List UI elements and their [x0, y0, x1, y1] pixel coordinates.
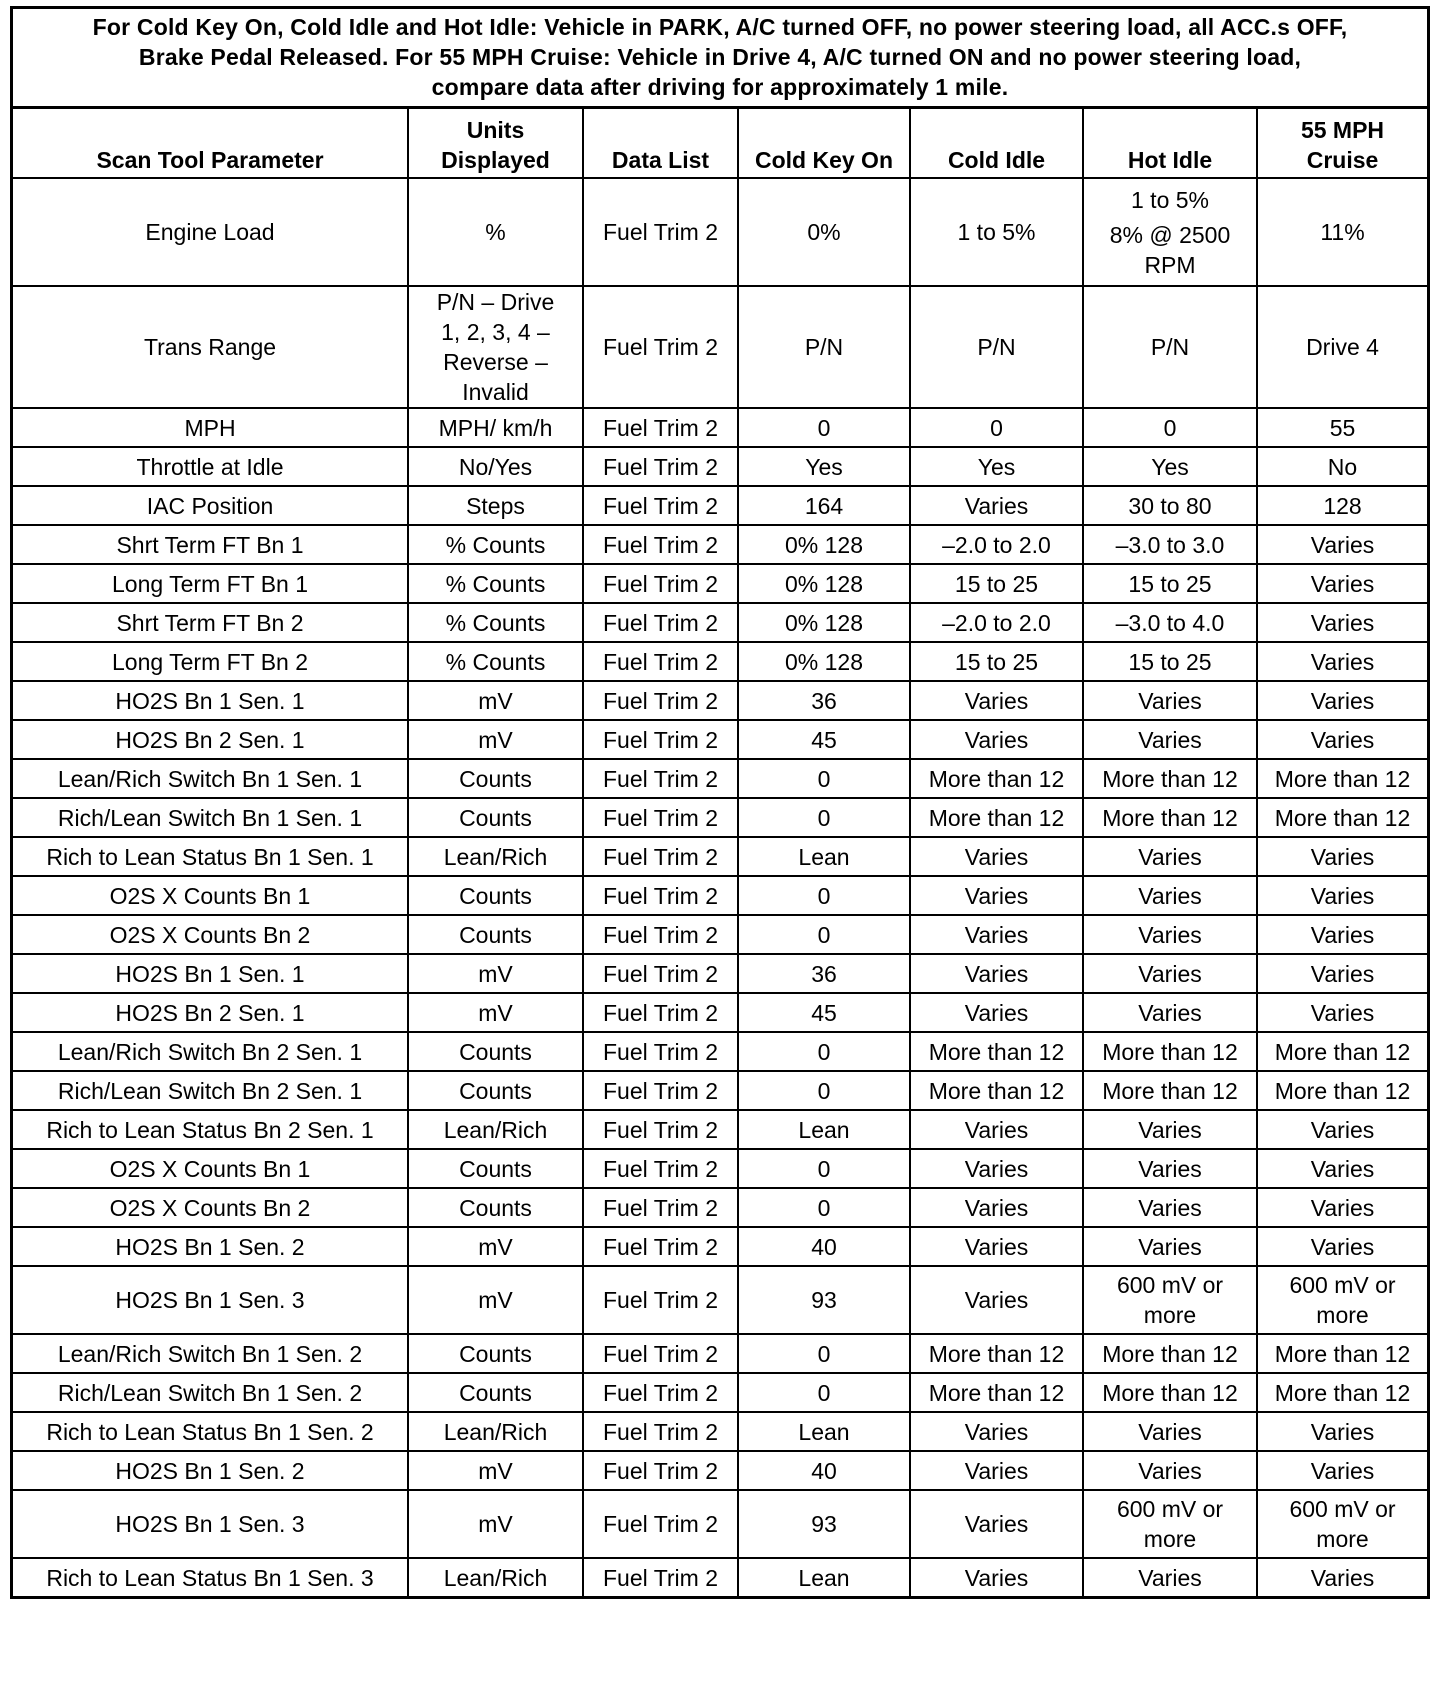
table-row: [13, 876, 1427, 915]
table-row: [13, 603, 1427, 642]
cell-data-list: Fuel Trim 2: [583, 408, 738, 447]
cell-cold-idle: More than 12: [910, 759, 1083, 798]
units-line4: Invalid: [462, 379, 529, 405]
cell-parameter: HO2S Bn 1 Sen. 1: [13, 954, 408, 993]
cell-data-list: Fuel Trim 2: [583, 1188, 738, 1227]
table-row: [13, 525, 1427, 564]
cell-cold-key-on: 93: [738, 1266, 910, 1334]
cell-parameter: Rich to Lean Status Bn 2 Sen. 1: [13, 1110, 408, 1149]
header-55-mph-cruise: [1257, 109, 1427, 178]
cell-cold-idle: Varies: [910, 1490, 1083, 1558]
cell-parameter: Throttle at Idle: [13, 447, 408, 486]
cell-cold-key-on: 0% 128: [738, 642, 910, 681]
cell-cold-key-on: 40: [738, 1451, 910, 1490]
cell-data-list: Fuel Trim 2: [583, 1451, 738, 1490]
cell-cold-idle: 15 to 25: [910, 564, 1083, 603]
cell-units: Lean/Rich: [408, 1412, 583, 1451]
cell-cruise: Varies: [1257, 603, 1427, 642]
header-scan-tool-parameter: Scan Tool Parameter: [13, 109, 408, 178]
header-cruise-line1: 55 MPH: [1300, 117, 1385, 143]
cell-cold-idle: More than 12: [910, 1032, 1083, 1071]
cell-parameter: HO2S Bn 1 Sen. 3: [13, 1490, 408, 1558]
cell-cold-idle: More than 12: [910, 1071, 1083, 1110]
cell-cold-key-on: 0: [738, 1032, 910, 1071]
cruise-line1: 600 mV or: [1289, 1272, 1396, 1298]
cell-parameter: HO2S Bn 1 Sen. 3: [13, 1266, 408, 1334]
hot-idle-line1: 600 mV or: [1116, 1496, 1224, 1522]
cell-cold-idle: Varies: [910, 1227, 1083, 1266]
cell-data-list: Fuel Trim 2: [583, 720, 738, 759]
table-row: [13, 1188, 1427, 1227]
cell-parameter: O2S X Counts Bn 2: [13, 915, 408, 954]
cell-units: Lean/Rich: [408, 1110, 583, 1149]
table-row: [13, 1451, 1427, 1490]
cell-data-list: Fuel Trim 2: [583, 1412, 738, 1451]
header-data-list: Data List: [583, 109, 738, 178]
cell-cold-key-on: Lean: [738, 1110, 910, 1149]
cell-cruise: More than 12: [1257, 1071, 1427, 1110]
cell-cold-idle: 15 to 25: [910, 642, 1083, 681]
cell-data-list: Fuel Trim 2: [583, 486, 738, 525]
cell-parameter: HO2S Bn 2 Sen. 1: [13, 720, 408, 759]
table-row: [13, 447, 1427, 486]
cell-cold-idle: Varies: [910, 837, 1083, 876]
cell-parameter: Rich/Lean Switch Bn 1 Sen. 1: [13, 798, 408, 837]
cell-cold-key-on: 93: [738, 1490, 910, 1558]
cell-parameter: Long Term FT Bn 2: [13, 642, 408, 681]
cell-hot-idle: Varies: [1083, 954, 1257, 993]
cell-parameter: Lean/Rich Switch Bn 1 Sen. 2: [13, 1334, 408, 1373]
cell-cold-key-on: P/N: [738, 286, 910, 408]
cell-units: mV: [408, 954, 583, 993]
cell-cold-idle: Varies: [910, 486, 1083, 525]
cell-cold-idle: Varies: [910, 1149, 1083, 1188]
cell-hot-idle: Varies: [1083, 1149, 1257, 1188]
cell-cruise: Varies: [1257, 837, 1427, 876]
cell-hot-idle: Varies: [1083, 681, 1257, 720]
cell-cold-idle: Varies: [910, 876, 1083, 915]
cell-units: % Counts: [408, 564, 583, 603]
table-row: [13, 1110, 1427, 1149]
cell-cruise: 128: [1257, 486, 1427, 525]
table-row: [13, 1558, 1427, 1596]
cell-cold-key-on: 164: [738, 486, 910, 525]
cell-units: mV: [408, 1490, 583, 1558]
cell-parameter: HO2S Bn 1 Sen. 2: [13, 1227, 408, 1266]
header-cruise-line2: Cruise: [1306, 147, 1379, 173]
cell-hot-idle: More than 12: [1083, 1071, 1257, 1110]
cell-data-list: Fuel Trim 2: [583, 837, 738, 876]
table-row: [13, 1227, 1427, 1266]
table-row: [13, 1149, 1427, 1188]
cell-hot-idle: [1083, 178, 1257, 286]
cell-data-list: Fuel Trim 2: [583, 525, 738, 564]
cell-cruise: Varies: [1257, 1149, 1427, 1188]
cell-parameter: O2S X Counts Bn 1: [13, 1149, 408, 1188]
header-cold-idle: Cold Idle: [910, 109, 1083, 178]
cell-hot-idle: [1083, 1266, 1257, 1334]
cell-cruise: Varies: [1257, 1451, 1427, 1490]
cell-parameter: MPH: [13, 408, 408, 447]
conditions-banner: [13, 9, 1427, 109]
cell-hot-idle: Varies: [1083, 720, 1257, 759]
cell-data-list: Fuel Trim 2: [583, 954, 738, 993]
cell-cold-key-on: 0% 128: [738, 564, 910, 603]
cell-units: Counts: [408, 798, 583, 837]
cell-cruise: Varies: [1257, 876, 1427, 915]
cell-cruise: Varies: [1257, 525, 1427, 564]
table-row: [13, 681, 1427, 720]
table-row: [13, 1490, 1427, 1558]
table-row: [13, 759, 1427, 798]
cell-data-list: Fuel Trim 2: [583, 915, 738, 954]
cell-cold-key-on: 0: [738, 408, 910, 447]
cell-cold-key-on: 0: [738, 1071, 910, 1110]
cell-cold-idle: –2.0 to 2.0: [910, 603, 1083, 642]
banner-line-3: compare data after driving for approximately 1 mile.: [431, 74, 1009, 100]
cell-cold-key-on: 36: [738, 681, 910, 720]
cell-cruise: More than 12: [1257, 1032, 1427, 1071]
cell-cold-idle: Varies: [910, 1188, 1083, 1227]
cell-hot-idle: [1083, 1490, 1257, 1558]
hot-idle-line1: 600 mV or: [1116, 1272, 1224, 1298]
cell-cold-key-on: 45: [738, 993, 910, 1032]
cell-parameter: O2S X Counts Bn 1: [13, 876, 408, 915]
cell-cold-idle: Varies: [910, 915, 1083, 954]
cell-parameter: HO2S Bn 1 Sen. 2: [13, 1451, 408, 1490]
cell-units: Counts: [408, 1032, 583, 1071]
cell-hot-idle: –3.0 to 4.0: [1083, 603, 1257, 642]
table-row: [13, 1334, 1427, 1373]
cell-hot-idle: More than 12: [1083, 759, 1257, 798]
table-row: [13, 1266, 1427, 1334]
units-line3: Reverse –: [443, 349, 548, 375]
table-row: [13, 1373, 1427, 1412]
hot-idle-line2: more: [1143, 1302, 1197, 1328]
cell-cold-key-on: Lean: [738, 837, 910, 876]
cell-parameter: HO2S Bn 1 Sen. 1: [13, 681, 408, 720]
cell-cruise: Varies: [1257, 720, 1427, 759]
cell-cold-idle: Varies: [910, 720, 1083, 759]
cell-data-list: Fuel Trim 2: [583, 993, 738, 1032]
cell-hot-idle: More than 12: [1083, 798, 1257, 837]
cell-cruise: More than 12: [1257, 1334, 1427, 1373]
cell-cold-idle: Yes: [910, 447, 1083, 486]
cell-parameter: O2S X Counts Bn 2: [13, 1188, 408, 1227]
cell-units: Counts: [408, 1373, 583, 1412]
cell-units: Counts: [408, 1149, 583, 1188]
cell-cold-idle: –2.0 to 2.0: [910, 525, 1083, 564]
cell-data-list: Fuel Trim 2: [583, 178, 738, 286]
cell-data-list: Fuel Trim 2: [583, 1110, 738, 1149]
cell-parameter: Rich to Lean Status Bn 1 Sen. 3: [13, 1558, 408, 1596]
header-units-line1: Units: [466, 117, 525, 143]
cell-hot-idle: Varies: [1083, 1451, 1257, 1490]
header-units-displayed: [408, 109, 583, 178]
cell-hot-idle: Varies: [1083, 1558, 1257, 1596]
units-line2: 1, 2, 3, 4 –: [441, 319, 550, 345]
cell-cruise: Varies: [1257, 642, 1427, 681]
cell-data-list: Fuel Trim 2: [583, 1490, 738, 1558]
cell-hot-idle: Varies: [1083, 1412, 1257, 1451]
hot-idle-line2: more: [1143, 1526, 1197, 1552]
header-cold-key-on: Cold Key On: [738, 109, 910, 178]
cell-cold-idle: More than 12: [910, 1373, 1083, 1412]
cell-hot-idle: 15 to 25: [1083, 642, 1257, 681]
cell-cold-idle: Varies: [910, 1558, 1083, 1596]
cell-data-list: Fuel Trim 2: [583, 1266, 738, 1334]
table-row: [13, 408, 1427, 447]
table-row: [13, 720, 1427, 759]
cell-hot-idle: Varies: [1083, 837, 1257, 876]
units-line1: P/N – Drive: [436, 289, 555, 315]
cell-units: No/Yes: [408, 447, 583, 486]
cell-cold-idle: Varies: [910, 1110, 1083, 1149]
cell-hot-idle: Varies: [1083, 915, 1257, 954]
table-row: [13, 993, 1427, 1032]
cell-units: mV: [408, 1451, 583, 1490]
cell-cruise: More than 12: [1257, 759, 1427, 798]
cell-parameter: Engine Load: [13, 178, 408, 286]
cell-cold-key-on: 40: [738, 1227, 910, 1266]
cell-units: Counts: [408, 1334, 583, 1373]
scan-tool-parameter-table: [13, 109, 1427, 1596]
cell-parameter: HO2S Bn 2 Sen. 1: [13, 993, 408, 1032]
cell-cruise: Varies: [1257, 1188, 1427, 1227]
table-row: [13, 1032, 1427, 1071]
cell-cruise: Drive 4: [1257, 286, 1427, 408]
table-row: [13, 1071, 1427, 1110]
cell-data-list: Fuel Trim 2: [583, 1149, 738, 1188]
cell-cruise: Varies: [1257, 915, 1427, 954]
cell-units: MPH/ km/h: [408, 408, 583, 447]
cell-cold-idle: Varies: [910, 1266, 1083, 1334]
scan-tool-data-sheet: [10, 6, 1430, 1599]
cell-data-list: Fuel Trim 2: [583, 603, 738, 642]
cell-units: % Counts: [408, 525, 583, 564]
cell-data-list: Fuel Trim 2: [583, 1032, 738, 1071]
cell-cruise: More than 12: [1257, 1373, 1427, 1412]
table-row: [13, 954, 1427, 993]
cell-cold-key-on: 0: [738, 798, 910, 837]
cell-cold-idle: P/N: [910, 286, 1083, 408]
cell-cold-idle: Varies: [910, 1412, 1083, 1451]
cell-parameter: IAC Position: [13, 486, 408, 525]
cell-parameter: Shrt Term FT Bn 2: [13, 603, 408, 642]
header-hot-idle: Hot Idle: [1083, 109, 1257, 178]
cell-units: %: [408, 178, 583, 286]
cell-units: Steps: [408, 486, 583, 525]
banner-line-2: Brake Pedal Released. For 55 MPH Cruise: Vehicle in Drive 4, A/C turned ON and no power steering load,: [138, 44, 1302, 70]
cell-cruise: Varies: [1257, 681, 1427, 720]
cell-cruise: Varies: [1257, 1110, 1427, 1149]
cell-cruise: Varies: [1257, 1412, 1427, 1451]
cell-hot-idle: More than 12: [1083, 1334, 1257, 1373]
cell-data-list: Fuel Trim 2: [583, 286, 738, 408]
cell-parameter: Rich/Lean Switch Bn 2 Sen. 1: [13, 1071, 408, 1110]
cell-cruise: No: [1257, 447, 1427, 486]
table-row: [13, 837, 1427, 876]
cell-cold-key-on: Lean: [738, 1558, 910, 1596]
cell-cold-idle: Varies: [910, 1451, 1083, 1490]
cell-data-list: Fuel Trim 2: [583, 1334, 738, 1373]
cell-units: mV: [408, 993, 583, 1032]
table-row: [13, 486, 1427, 525]
cell-parameter: Trans Range: [13, 286, 408, 408]
hot-idle-line1: 1 to 5%: [1131, 186, 1209, 213]
cell-units: mV: [408, 1227, 583, 1266]
cell-hot-idle: Yes: [1083, 447, 1257, 486]
cell-units: Counts: [408, 876, 583, 915]
cell-cold-idle: 1 to 5%: [910, 178, 1083, 286]
cell-cruise: [1257, 1490, 1427, 1558]
cell-parameter: Rich to Lean Status Bn 1 Sen. 2: [13, 1412, 408, 1451]
cell-data-list: Fuel Trim 2: [583, 759, 738, 798]
cell-cold-key-on: 0: [738, 1188, 910, 1227]
table-row: [13, 564, 1427, 603]
cell-data-list: Fuel Trim 2: [583, 798, 738, 837]
table-row: [13, 915, 1427, 954]
table-row: [13, 642, 1427, 681]
cell-cold-key-on: 45: [738, 720, 910, 759]
cell-cold-idle: Varies: [910, 954, 1083, 993]
cell-hot-idle: 15 to 25: [1083, 564, 1257, 603]
cell-units: % Counts: [408, 642, 583, 681]
cell-cold-key-on: 0: [738, 759, 910, 798]
cell-units: Counts: [408, 1188, 583, 1227]
cruise-line1: 600 mV or: [1289, 1496, 1396, 1522]
cell-cold-key-on: 0: [738, 876, 910, 915]
cell-units: Counts: [408, 1071, 583, 1110]
cell-data-list: Fuel Trim 2: [583, 564, 738, 603]
cell-parameter: Long Term FT Bn 1: [13, 564, 408, 603]
cell-cold-key-on: 36: [738, 954, 910, 993]
cell-cold-idle: More than 12: [910, 1334, 1083, 1373]
table-row: [13, 178, 1427, 286]
cell-parameter: Rich/Lean Switch Bn 1 Sen. 2: [13, 1373, 408, 1412]
cell-cruise: More than 12: [1257, 798, 1427, 837]
cell-cruise: [1257, 1266, 1427, 1334]
table-row: [13, 798, 1427, 837]
cell-data-list: Fuel Trim 2: [583, 1227, 738, 1266]
cell-cold-key-on: 0: [738, 1334, 910, 1373]
cell-units: % Counts: [408, 603, 583, 642]
cruise-line2: more: [1316, 1526, 1369, 1552]
cell-cruise: Varies: [1257, 1558, 1427, 1596]
cell-cold-idle: Varies: [910, 993, 1083, 1032]
cell-data-list: Fuel Trim 2: [583, 681, 738, 720]
cell-cold-key-on: Yes: [738, 447, 910, 486]
cell-cold-key-on: 0: [738, 915, 910, 954]
cell-units: mV: [408, 1266, 583, 1334]
header-units-line2: Displayed: [441, 147, 550, 173]
cell-hot-idle: Varies: [1083, 1110, 1257, 1149]
cell-cruise: Varies: [1257, 1227, 1427, 1266]
cell-parameter: Lean/Rich Switch Bn 2 Sen. 1: [13, 1032, 408, 1071]
cell-cruise: Varies: [1257, 993, 1427, 1032]
cell-hot-idle: 30 to 80: [1083, 486, 1257, 525]
cell-cold-idle: 0: [910, 408, 1083, 447]
cell-cold-idle: Varies: [910, 681, 1083, 720]
cell-parameter: Rich to Lean Status Bn 1 Sen. 1: [13, 837, 408, 876]
cell-data-list: Fuel Trim 2: [583, 1558, 738, 1596]
cell-cold-idle: More than 12: [910, 798, 1083, 837]
cell-hot-idle: More than 12: [1083, 1373, 1257, 1412]
cell-hot-idle: P/N: [1083, 286, 1257, 408]
cell-cold-key-on: 0% 128: [738, 603, 910, 642]
cell-units: mV: [408, 720, 583, 759]
cell-cruise: Varies: [1257, 954, 1427, 993]
cell-units: [408, 286, 583, 408]
cell-units: Lean/Rich: [408, 1558, 583, 1596]
cell-hot-idle: 0: [1083, 408, 1257, 447]
cell-parameter: Lean/Rich Switch Bn 1 Sen. 1: [13, 759, 408, 798]
cell-hot-idle: Varies: [1083, 993, 1257, 1032]
table-row: [13, 286, 1427, 408]
cell-units: Counts: [408, 915, 583, 954]
cell-parameter: Shrt Term FT Bn 1: [13, 525, 408, 564]
cell-data-list: Fuel Trim 2: [583, 1071, 738, 1110]
cell-cruise: 55: [1257, 408, 1427, 447]
cell-hot-idle: More than 12: [1083, 1032, 1257, 1071]
cruise-line2: more: [1316, 1302, 1369, 1328]
cell-hot-idle: Varies: [1083, 876, 1257, 915]
cell-units: Lean/Rich: [408, 837, 583, 876]
cell-data-list: Fuel Trim 2: [583, 642, 738, 681]
cell-cruise: Varies: [1257, 564, 1427, 603]
banner-line-1: For Cold Key On, Cold Idle and Hot Idle: Vehicle in PARK, A/C turned OFF, no power steering load, all ACC.s OFF,: [92, 14, 1348, 40]
cell-cold-key-on: 0: [738, 1373, 910, 1412]
cell-units: Counts: [408, 759, 583, 798]
cell-cold-key-on: Lean: [738, 1412, 910, 1451]
cell-hot-idle: –3.0 to 3.0: [1083, 525, 1257, 564]
cell-data-list: Fuel Trim 2: [583, 447, 738, 486]
cell-data-list: Fuel Trim 2: [583, 876, 738, 915]
header-row: [13, 109, 1427, 178]
cell-hot-idle: Varies: [1083, 1188, 1257, 1227]
cell-cold-key-on: 0%: [738, 178, 910, 286]
cell-units: mV: [408, 681, 583, 720]
table-row: [13, 1412, 1427, 1451]
cell-cold-key-on: 0% 128: [738, 525, 910, 564]
cell-hot-idle: Varies: [1083, 1227, 1257, 1266]
cell-data-list: Fuel Trim 2: [583, 1373, 738, 1412]
cell-cruise: 11%: [1257, 178, 1427, 286]
hot-idle-line2: 8% @ 2500 RPM: [1109, 221, 1231, 278]
cell-cold-key-on: 0: [738, 1149, 910, 1188]
